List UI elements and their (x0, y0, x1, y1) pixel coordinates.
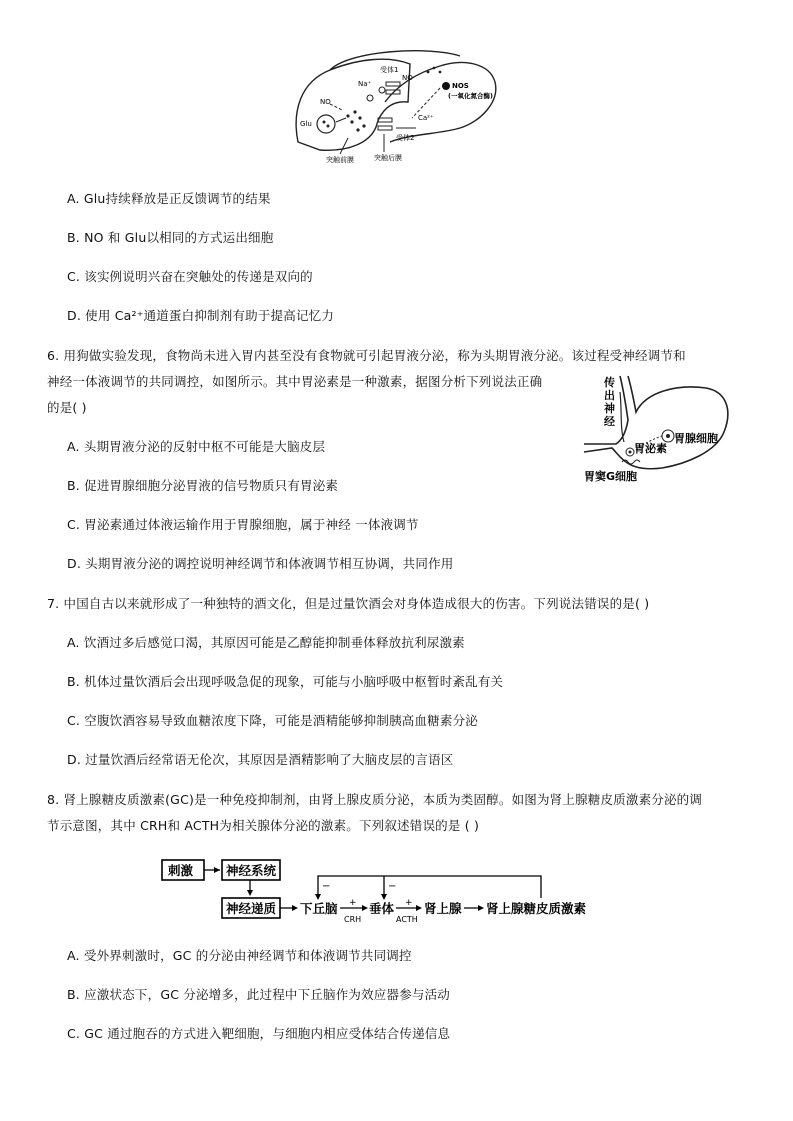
q6-stem-line2: 神经一体液调节的共同调控，如图所示。其中胃泌素是一种激素，据图分析下列说法正确 (47, 374, 543, 389)
q7-option-a: A. 饮酒过多后感觉口渴，其原因可能是乙醇能抑制垂体释放抗利尿激素 (67, 635, 465, 650)
q5-option-b: B. NO 和 Glu以相同的方式运出细胞 (67, 230, 274, 245)
crh-label: CRH (344, 915, 362, 924)
g-cell-label: 胃窦G细胞 (584, 470, 638, 483)
q8-option-b: B. 应激状态下，GC 分泌增多，此过程中下丘脑作为效应器参与活动 (67, 987, 451, 1002)
efferent-char-4: 经 (604, 415, 615, 428)
q6-option-a: A. 头期胃液分泌的反射中枢不可能是大脑皮层 (67, 439, 326, 454)
gastrin-label: 胃泌素 (634, 442, 667, 455)
stomach-figure (576, 372, 736, 488)
ca-label: Ca²⁺ (418, 114, 434, 122)
stimulus-box: 刺激 (168, 863, 194, 878)
q7-option-c: C. 空腹饮酒容易导致血糖浓度下降，可能是酒精能够抑制胰高血糖素分泌 (67, 713, 478, 728)
glu-label: Glu (300, 120, 312, 128)
no-top-label: NO (402, 74, 413, 82)
feedback-minus-1: − (322, 881, 331, 892)
q6-stem-line1: 6. 用狗做实验发现，食物尚未进入胃内甚至没有食物就可引起胃液分泌，称为头期胃液分泌。该过程受神经调节和 (47, 348, 686, 363)
q5-option-c: C. 该实例说明兴奋在突触处的传递是双向的 (67, 269, 313, 284)
acth-label: ACTH (396, 915, 418, 924)
receptor1-label: 受体1 (380, 66, 399, 74)
q6-option-b: B. 促进胃腺细胞分泌胃液的信号物质只有胃泌素 (67, 478, 339, 493)
q6-option-c: C. 胃泌素通过体液运输作用于胃腺细胞，属于神经 一体液调节 (67, 517, 419, 532)
feedback-minus-2: − (388, 881, 397, 892)
acth-plus: + (405, 898, 413, 908)
gland-cell-label: 胃腺细胞 (674, 432, 718, 445)
nos-desc-label: (一氧化氮合酶) (448, 92, 493, 100)
q8-stem-line2: 节示意图，其中 CRH和 ACTH为相关腺体分泌的激素。下列叙述错误的是 ( ) (47, 818, 480, 833)
na-label: Na⁺ (358, 80, 372, 88)
nervous-system-box: 神经系统 (226, 863, 277, 878)
gc-label: 肾上腺糖皮质激素 (486, 901, 587, 916)
q5-option-a: A. Glu持续释放是正反馈调节的结果 (67, 191, 271, 206)
efferent-char-1: 传 (604, 376, 615, 389)
crh-plus: + (349, 898, 357, 908)
gc-regulation-diagram (158, 854, 608, 924)
post-membrane-label: 突触后膜 (374, 154, 402, 162)
no-left-label: NO (320, 98, 331, 106)
q8-option-a: A. 受外界刺激时，GC 的分泌由神经调节和体液调节共同调控 (67, 948, 412, 963)
q7-option-d: D. 过量饮酒后经常语无伦次，其原因是酒精影响了大脑皮层的言语区 (67, 752, 454, 767)
efferent-char-2: 出 (604, 389, 615, 402)
receptor2-label: 受体2 (396, 134, 415, 142)
q7-option-b: B. 机体过量饮酒后会出现呼吸急促的现象，可能与小脑呼吸中枢暂时紊乱有关 (67, 674, 504, 689)
pre-membrane-label: 突触前膜 (326, 156, 354, 164)
q7-stem: 7. 中国自古以来就形成了一种独特的酒文化，但是过量饮酒会对身体造成很大的伤害。下列说法错误的是( ) (47, 596, 650, 611)
q6-stem-line3: 的是( ) (47, 400, 87, 415)
q8-option-c: C. GC 通过胞吞的方式进入靶细胞，与细胞内相应受体结合传递信息 (67, 1026, 451, 1041)
synapse-figure (290, 42, 522, 166)
q8-stem-line1: 8. 肾上腺糖皮质激素(GC)是一种免疫抑制剂，由肾上腺皮质分泌，本质为类固醇。如图为肾上腺糖皮质激素分泌的调 (47, 792, 703, 807)
q5-option-d: D. 使用 Ca²⁺通道蛋白抑制剂有助于提高记忆力 (67, 308, 335, 323)
pituitary-label: 垂体 (369, 901, 395, 916)
hypothalamus-label: 下丘脑 (300, 901, 338, 916)
q6-option-d: D. 头期胃液分泌的调控说明神经调节和体液调节相互协调，共同作用 (67, 556, 454, 571)
efferent-char-3: 神 (604, 402, 615, 415)
adrenal-label: 肾上腺 (424, 901, 462, 916)
neurotransmitter-box: 神经递质 (226, 901, 277, 916)
nos-label: NOS (452, 82, 469, 90)
